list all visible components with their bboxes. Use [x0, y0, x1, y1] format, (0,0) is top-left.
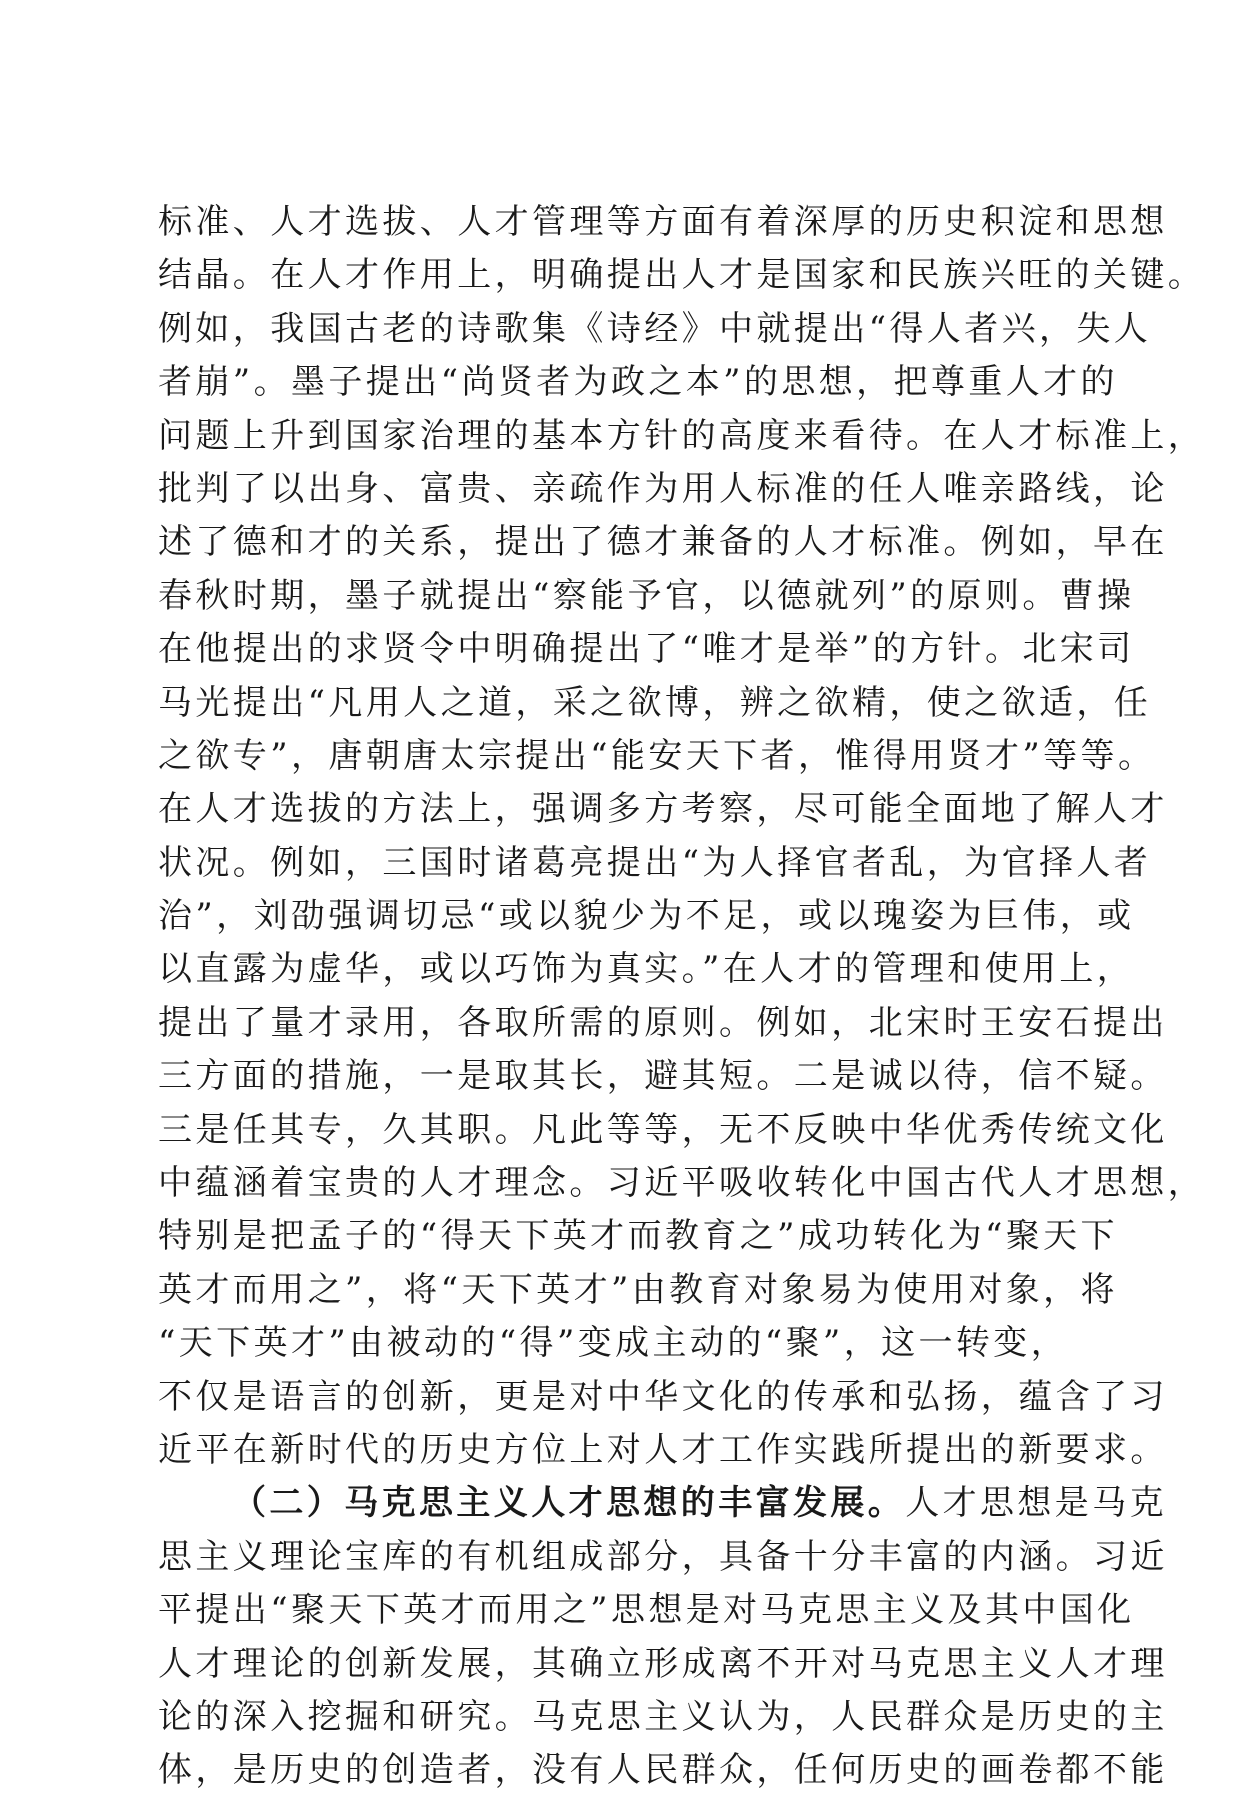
text-line: 三是任其专，久其职。凡此等等，无不反映中华优秀传统文化 [158, 1109, 1168, 1150]
text-line: 近平在新时代的历史方位上对人才工作实践所提出的新要求。 [158, 1429, 1168, 1470]
text-line: 三方面的措施，一是取其长，避其短。二是诚以待，信不疑。 [158, 1056, 1168, 1097]
text-line: 特别是把孟子的“得天下英才而教育之”成功转化为“聚天下 [158, 1216, 1118, 1257]
text-line: 标准、人才选拔、人才管理等方面有着深厚的历史积淀和思想 [158, 202, 1168, 242]
text-line: 不仅是语言的创新，更是对中华文化的传承和弘扬，蕴含了习 [158, 1376, 1168, 1417]
text-line: 在他提出的求贤令中明确提出了“唯才是举”的方针。北宋司 [158, 629, 1135, 670]
text-line: 论的深入挖掘和研究。马克思主义认为，人民群众是历史的主 [158, 1696, 1168, 1737]
text-line: 平提出“聚天下英才而用之”思想是对马克思主义及其中国化 [158, 1590, 1135, 1631]
paragraph-1 [158, 196, 1206, 1477]
text-line: 者崩”。墨子提出“尚贤者为政之本”的思想，把尊重人才的 [158, 362, 1118, 403]
text-line: 之欲专”，唐朝唐太宗提出“能安天下者，惟得用贤才”等等。 [158, 735, 1156, 776]
text-line: 马光提出“凡用人之道，采之欲博，辨之欲精，使之欲适，任 [158, 682, 1152, 723]
text-line: 批判了以出身、富贵、亲疏作为用人标准的任人唯亲路线，论 [158, 468, 1168, 509]
text-line: 体，是历史的创造者，没有人民群众，任何历史的画卷都不能 [158, 1750, 1168, 1791]
text-line: 结晶。在人才作用上，明确提出人才是国家和民族兴旺的关键。 [158, 255, 1206, 296]
text-line: 述了德和才的关系，提出了德才兼备的人才标准。例如，早在 [158, 522, 1168, 563]
text-line: 以直露为虚华，或以巧饰为真实。”在人才的管理和使用上， [158, 949, 1135, 990]
text-line: 春秋时期，墨子就提出“察能予官，以德就列”的原则。曹操 [158, 575, 1135, 616]
text-line: 人才理论的创新发展，其确立形成离不开对马克思主义人才理 [158, 1643, 1168, 1684]
text-line: 状况。例如，三国时诸葛亮提出“为人择官者乱，为官择人者 [158, 842, 1152, 883]
text-line: 例如，我国古老的诗歌集《诗经》中就提出“得人者兴，失人 [158, 308, 1152, 349]
text-line: “天下英才”由被动的“得”变成主动的“聚”，这一转变， [158, 1323, 1069, 1364]
text-line: 问题上升到国家治理的基本方针的高度来看待。在人才标准上， [158, 415, 1206, 456]
text-line: 提出了量才录用，各取所需的原则。例如，北宋时王安石提出 [158, 1002, 1168, 1043]
body-text [158, 196, 1206, 1798]
text-line: 英才而用之”，将“天下英才”由教育对象易为使用对象，将 [158, 1269, 1118, 1310]
text-line: 治”，刘劭强调切忌“或以貌少为不足，或以瑰姿为巨伟，或 [158, 896, 1135, 937]
heading-line-continuation: 人才思想是马克 [905, 1483, 1168, 1524]
paragraph-2 [158, 1477, 1168, 1797]
text-line: 在人才选拔的方法上，强调多方考察，尽可能全面地了解人才 [158, 789, 1168, 830]
text-line: 中蕴涵着宝贵的人才理念。习近平吸收转化中国古代人才思想， [158, 1163, 1206, 1204]
text-line: 思主义理论宝库的有机组成部分，具备十分丰富的内涵。习近 [158, 1536, 1168, 1577]
section-heading: （二）马克思主义人才思想的丰富发展。 [232, 1483, 906, 1524]
section-heading-line [158, 1477, 1168, 1530]
